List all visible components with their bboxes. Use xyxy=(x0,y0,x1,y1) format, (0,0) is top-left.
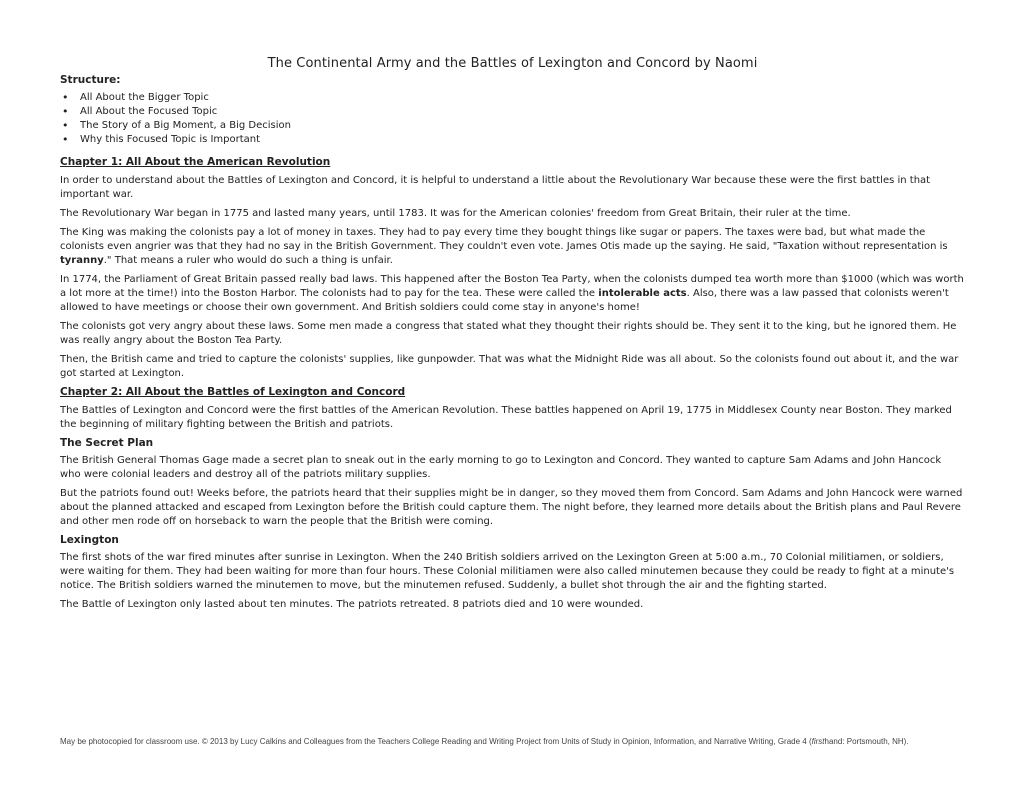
p4-text-b: . Also, there was a law passed that colonists weren't allowed to have meetings or choose their own government. And British soldiers could come stay in anyone's home! xyxy=(60,288,949,313)
chapter-1-paragraph-6: Then, the British came and tried to capture the colonists' supplies, like gunpowder. That was what the Midnight Ride was all about. So the colonists found out about it, and the war got started at Lexington. xyxy=(60,354,959,379)
footer-italic: first xyxy=(811,737,825,746)
chapter-1-paragraph-5: The colonists got very angry about these laws. Some men made a congress that stated what they thought their rights should be. They sent it to the king, but he ignored them. He was really angry about the Boston Tea Party. xyxy=(60,321,957,346)
structure-item-importance: • Why this Focused Topic is Important xyxy=(80,133,965,147)
intolerable-acts-term: intolerable acts xyxy=(598,288,687,299)
tyranny-term: tyranny xyxy=(60,255,104,266)
chapter-1-paragraph-1: In order to understand about the Battles of Lexington and Concord, it is helpful to understand a little about the Revolutionary War because these were the first battles in that important war. xyxy=(60,175,931,200)
document-title: The Continental Army and the Battles of Lexington and Concord by Naomi xyxy=(267,56,758,71)
lexington-paragraph-2: The Battle of Lexington only lasted about ten minutes. The patriots retreated. 8 patriots died and 10 were wounded. xyxy=(60,599,644,610)
document-page xyxy=(60,56,965,617)
secret-plan-paragraph-1: The British General Thomas Gage made a secret plan to sneak out in the early morning to go to Lexington and Concord. They wanted to capture Sam Adams and John Hancock who were colonial leaders and destroy all of the patriots military supplies. xyxy=(60,455,942,480)
structure-item-big-moment: • The Story of a Big Moment, a Big Decision xyxy=(80,119,965,133)
chapter-2-heading: Chapter 2: All About the Battles of Lexington and Concord xyxy=(60,386,406,398)
chapter-1-heading: Chapter 1: All About the American Revolution xyxy=(60,156,331,168)
structure-label: Structure: xyxy=(60,74,121,86)
p3-text-b: ." That means a ruler who would do such a thing is unfair. xyxy=(103,255,393,266)
chapter-1-paragraph-4 xyxy=(60,273,965,315)
chapter-1-paragraph-2: The Revolutionary War began in 1775 and lasted many years, until 1783. It was for the American colonies' freedom from Great Britain, their ruler at the time. xyxy=(60,208,851,219)
footer-text-1: May be photocopied for classroom use. © 2013 by Lucy Calkins and Colleagues from the Teachers College Reading and Writing Project from Units of Study in Opinion, Information, and Narrative Writing, Grade 4 ( xyxy=(60,737,812,746)
structure-item-bigger-topic: • All About the Bigger Topic xyxy=(80,91,965,105)
p4-text-a: In 1774, the Parliament of Great Britain passed really bad laws. This happened after the Boston Tea Party, when the colonists dumped tea worth more than $1000 (which was worth a lot more at the time!) into the Boston Harbor. The colonists had to pay for the tea. These were called the xyxy=(60,274,964,299)
lexington-heading: Lexington xyxy=(60,534,119,546)
chapter-2-paragraph-1: The Battles of Lexington and Concord were the first battles of the American Revolution. These battles happened on April 19, 1775 in Middlesex County near Boston. They marked the beginning of military fighting between the British and patriots. xyxy=(60,405,952,430)
footer-text-2: hand: Portsmouth, NH). xyxy=(824,737,909,746)
copyright-footer xyxy=(60,737,960,747)
secret-plan-heading: The Secret Plan xyxy=(60,437,154,449)
p3-text-a: The King was making the colonists pay a lot of money in taxes. They had to pay every time they bought things like sugar or papers. The taxes were bad, but what made the colonists even angrier was that they had no say in the British Government. They couldn't even vote. James Otis made up the saying. He said, "Taxation without representation is xyxy=(60,227,948,252)
structure-list xyxy=(60,91,965,147)
structure-item-focused-topic: • All About the Focused Topic xyxy=(80,105,965,119)
lexington-paragraph-1: The first shots of the war fired minutes after sunrise in Lexington. When the 240 British soldiers arrived on the Lexington Green at 5:00 a.m., 70 Colonial militiamen, or soldiers, were waiting for them. They had been waiting for more than four hours. These Colonial militiamen were also called minutemen because they could be ready to fight at a minute's notice. The British soldiers warned the minutemen to move, but the minutemen refused. Suddenly, a bullet shot through the air and the fighting started. xyxy=(60,552,955,591)
chapter-1-paragraph-3 xyxy=(60,226,965,268)
secret-plan-paragraph-2: But the patriots found out! Weeks before, the patriots heard that their supplies might be in danger, so they moved them from Concord. Sam Adams and John Hancock were warned about the planned attacked and escaped from Lexington before the British could capture them. The night before, they learned more details about the British plans and Paul Revere and other men rode off on horseback to warn the people that the British were coming. xyxy=(60,488,963,527)
